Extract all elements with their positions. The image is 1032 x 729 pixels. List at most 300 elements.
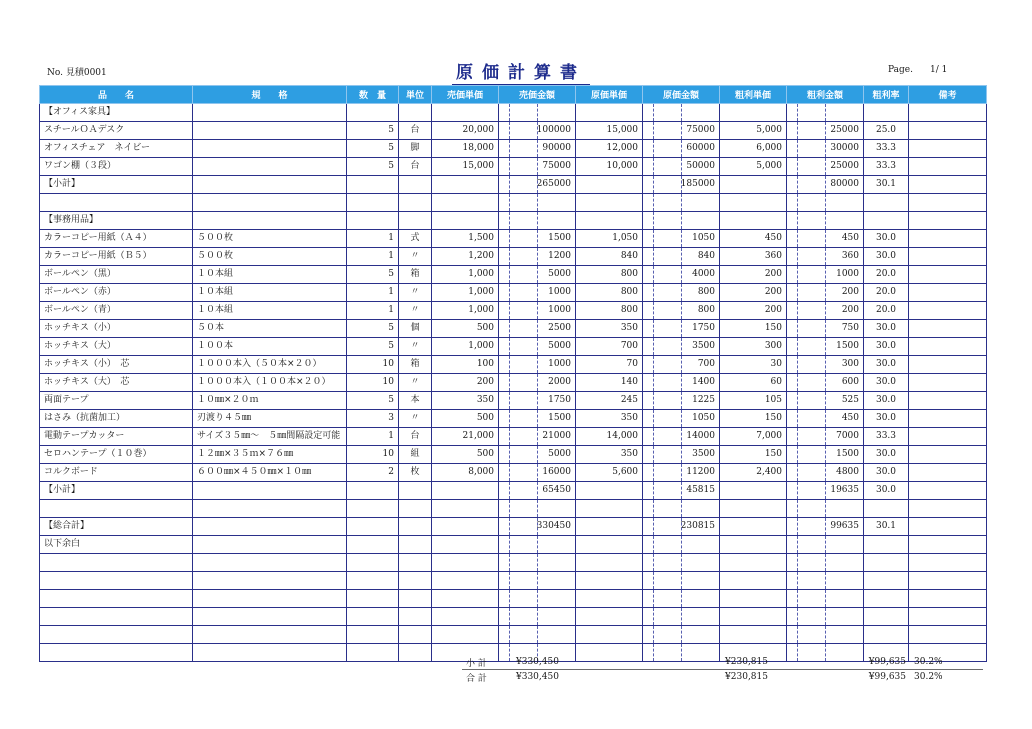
- cell-remarks: [909, 122, 987, 140]
- table-row: [40, 410, 987, 428]
- cell-profit-amount: [787, 608, 864, 626]
- table-row: [40, 374, 987, 392]
- cell-sales-amount: 90000: [499, 140, 576, 158]
- cell-qty: [347, 608, 399, 626]
- cell-profit-rate: 20.0: [864, 266, 909, 284]
- cell-cost-unit-price: [576, 104, 643, 122]
- cell-profit-amount: 450: [787, 230, 864, 248]
- cell-item: はさみ（抗菌加工）: [40, 410, 193, 428]
- cell-unit: 枚: [399, 464, 432, 482]
- cell-profit-amount: [787, 194, 864, 212]
- cell-sales-unit-price: [432, 590, 499, 608]
- cell-remarks: [909, 320, 987, 338]
- cell-sales-unit-price: [432, 518, 499, 536]
- cell-sales-unit-price: [432, 572, 499, 590]
- cell-profit-unit-price: 105: [720, 392, 787, 410]
- cell-remarks: [909, 572, 987, 590]
- col-header-cost-unit-price: 原価単価: [576, 86, 643, 104]
- cell-cost-unit-price: [576, 608, 643, 626]
- cell-sales-unit-price: [432, 608, 499, 626]
- cell-spec: １０００本入（１００本×２０）: [193, 374, 347, 392]
- cell-remarks: [909, 554, 987, 572]
- cell-spec: [193, 626, 347, 644]
- cell-cost-amount: 60000: [643, 140, 720, 158]
- cell-item: 両面テープ: [40, 392, 193, 410]
- cell-item: 【事務用品】: [40, 212, 193, 230]
- cell-sales-unit-price: 350: [432, 392, 499, 410]
- col-header-sales-unit-price: 売価単価: [432, 86, 499, 104]
- cell-remarks: [909, 284, 987, 302]
- cell-cost-unit-price: [576, 572, 643, 590]
- cell-remarks: [909, 140, 987, 158]
- cell-cost-amount: 800: [643, 284, 720, 302]
- cell-sales-unit-price: [432, 626, 499, 644]
- cell-item: カラーコピー用紙（Ｂ５）: [40, 248, 193, 266]
- cell-qty: [347, 590, 399, 608]
- cell-profit-unit-price: [720, 482, 787, 500]
- cell-sales-unit-price: 200: [432, 374, 499, 392]
- cell-profit-unit-price: [720, 212, 787, 230]
- cell-remarks: [909, 374, 987, 392]
- cell-cost-amount: 11200: [643, 464, 720, 482]
- cell-sales-amount: 1500: [499, 230, 576, 248]
- table-row: [40, 122, 987, 140]
- cell-sales-unit-price: 21,000: [432, 428, 499, 446]
- cell-cost-unit-price: 70: [576, 356, 643, 374]
- cell-profit-unit-price: [720, 500, 787, 518]
- cell-cost-amount: 45815: [643, 482, 720, 500]
- cell-qty: 5: [347, 392, 399, 410]
- cell-profit-amount: 525: [787, 392, 864, 410]
- cell-sales-amount: 1200: [499, 248, 576, 266]
- cell-profit-rate: [864, 590, 909, 608]
- table-row: [40, 194, 987, 212]
- summary-cost: ¥230,815: [725, 672, 768, 682]
- cell-spec: [193, 158, 347, 176]
- cell-profit-rate: 30.0: [864, 230, 909, 248]
- cell-unit: [399, 104, 432, 122]
- cell-unit: 〃: [399, 284, 432, 302]
- cell-qty: 1: [347, 428, 399, 446]
- table-row: [40, 338, 987, 356]
- table-body: [40, 104, 987, 662]
- cell-spec: [193, 644, 347, 662]
- cell-profit-amount: [787, 554, 864, 572]
- cell-profit-rate: [864, 194, 909, 212]
- cell-profit-amount: 1500: [787, 338, 864, 356]
- cell-qty: 1: [347, 284, 399, 302]
- cell-spec: [193, 536, 347, 554]
- col-header-qty: 数 量: [347, 86, 399, 104]
- cell-cost-unit-price: [576, 554, 643, 572]
- cell-qty: [347, 104, 399, 122]
- cell-unit: [399, 554, 432, 572]
- cell-item: ボールペン（赤）: [40, 284, 193, 302]
- cell-profit-amount: 4800: [787, 464, 864, 482]
- cell-cost-unit-price: 245: [576, 392, 643, 410]
- cell-item: カラーコピー用紙（Ａ４）: [40, 230, 193, 248]
- cell-unit: 箱: [399, 266, 432, 284]
- cell-spec: １００本: [193, 338, 347, 356]
- cell-profit-amount: 200: [787, 302, 864, 320]
- cell-profit-rate: 33.3: [864, 158, 909, 176]
- cell-remarks: [909, 590, 987, 608]
- cell-profit-amount: 1000: [787, 266, 864, 284]
- cell-cost-amount: 800: [643, 302, 720, 320]
- cell-profit-unit-price: 5,000: [720, 122, 787, 140]
- cell-spec: [193, 140, 347, 158]
- cell-remarks: [909, 518, 987, 536]
- cell-profit-unit-price: 150: [720, 446, 787, 464]
- cell-sales-unit-price: 1,200: [432, 248, 499, 266]
- cell-cost-unit-price: 800: [576, 302, 643, 320]
- cell-qty: [347, 536, 399, 554]
- cell-remarks: [909, 194, 987, 212]
- summary-label: 小 計: [462, 655, 512, 670]
- cell-remarks: [909, 104, 987, 122]
- cell-spec: ５０本: [193, 320, 347, 338]
- cell-sales-amount: 330450: [499, 518, 576, 536]
- cell-cost-unit-price: 840: [576, 248, 643, 266]
- cell-unit: [399, 626, 432, 644]
- cell-profit-rate: 30.0: [864, 320, 909, 338]
- table-row: [40, 518, 987, 536]
- cell-sales-unit-price: 1,000: [432, 338, 499, 356]
- cell-cost-amount: [643, 590, 720, 608]
- col-header-profit-rate: 粗利率: [864, 86, 909, 104]
- col-header-sales-amount: 売価金額: [499, 86, 576, 104]
- cell-profit-rate: 30.0: [864, 482, 909, 500]
- cell-qty: 1: [347, 230, 399, 248]
- cell-sales-unit-price: 500: [432, 410, 499, 428]
- cell-sales-unit-price: 18,000: [432, 140, 499, 158]
- cell-unit: [399, 572, 432, 590]
- cell-sales-unit-price: [432, 554, 499, 572]
- cell-cost-unit-price: 350: [576, 410, 643, 428]
- cell-profit-unit-price: 200: [720, 284, 787, 302]
- cell-sales-amount: 65450: [499, 482, 576, 500]
- cell-cost-amount: [643, 572, 720, 590]
- cell-qty: 10: [347, 446, 399, 464]
- cell-item: [40, 572, 193, 590]
- table-row: [40, 554, 987, 572]
- cell-spec: 刃渡り４５㎜: [193, 410, 347, 428]
- cell-sales-unit-price: 20,000: [432, 122, 499, 140]
- cell-cost-unit-price: 14,000: [576, 428, 643, 446]
- cell-cost-unit-price: 140: [576, 374, 643, 392]
- cell-profit-amount: 30000: [787, 140, 864, 158]
- cell-unit: 台: [399, 428, 432, 446]
- cell-spec: １０本組: [193, 266, 347, 284]
- cell-item: [40, 626, 193, 644]
- cell-profit-unit-price: [720, 572, 787, 590]
- cell-sales-amount: 5000: [499, 446, 576, 464]
- cell-qty: [347, 482, 399, 500]
- cell-item: [40, 644, 193, 662]
- cell-item: セロハンテープ（１０巻）: [40, 446, 193, 464]
- cell-qty: 2: [347, 464, 399, 482]
- cell-spec: [193, 572, 347, 590]
- cell-sales-amount: [499, 194, 576, 212]
- table-row: [40, 212, 987, 230]
- cell-qty: 3: [347, 410, 399, 428]
- cell-unit: 〃: [399, 302, 432, 320]
- cell-unit: 本: [399, 392, 432, 410]
- cell-spec: [193, 554, 347, 572]
- col-header-remarks: 備考: [909, 86, 987, 104]
- cell-sales-unit-price: [432, 212, 499, 230]
- cell-qty: [347, 644, 399, 662]
- cell-cost-unit-price: 800: [576, 266, 643, 284]
- table-row: [40, 230, 987, 248]
- cell-profit-rate: 25.0: [864, 122, 909, 140]
- cell-item: ホッチキス（大）: [40, 338, 193, 356]
- summary-label: 合 計: [466, 673, 487, 684]
- cell-profit-unit-price: [720, 536, 787, 554]
- table-row: [40, 608, 987, 626]
- cell-spec: １２㎜×３５ｍ×７６㎜: [193, 446, 347, 464]
- table-row: [40, 176, 987, 194]
- cell-spec: [193, 122, 347, 140]
- cell-profit-amount: 25000: [787, 158, 864, 176]
- cell-sales-amount: 16000: [499, 464, 576, 482]
- cell-unit: [399, 590, 432, 608]
- col-header-cost-amount: 原価金額: [643, 86, 720, 104]
- cell-profit-amount: 360: [787, 248, 864, 266]
- cell-cost-amount: 840: [643, 248, 720, 266]
- cell-profit-amount: [787, 500, 864, 518]
- document-number: No. 見積0001: [47, 68, 107, 78]
- cell-sales-amount: 1000: [499, 356, 576, 374]
- table-row: [40, 590, 987, 608]
- cell-unit: [399, 536, 432, 554]
- cell-qty: [347, 626, 399, 644]
- cell-sales-amount: [499, 626, 576, 644]
- cell-cost-unit-price: [576, 518, 643, 536]
- cell-profit-rate: 30.0: [864, 338, 909, 356]
- cell-profit-unit-price: 150: [720, 410, 787, 428]
- cell-sales-unit-price: 1,000: [432, 302, 499, 320]
- cell-sales-unit-price: 100: [432, 356, 499, 374]
- cell-cost-unit-price: [576, 626, 643, 644]
- cell-sales-unit-price: [432, 500, 499, 518]
- cell-sales-amount: 75000: [499, 158, 576, 176]
- cell-profit-rate: 30.0: [864, 356, 909, 374]
- cell-cost-unit-price: 15,000: [576, 122, 643, 140]
- cell-cost-amount: [643, 554, 720, 572]
- cell-remarks: [909, 428, 987, 446]
- cell-unit: [399, 176, 432, 194]
- cell-item: スチールＯＡデスク: [40, 122, 193, 140]
- cell-cost-amount: 1225: [643, 392, 720, 410]
- cell-remarks: [909, 356, 987, 374]
- cell-unit: [399, 644, 432, 662]
- cell-cost-amount: 3500: [643, 338, 720, 356]
- cell-unit: 組: [399, 446, 432, 464]
- cell-profit-rate: 30.0: [864, 392, 909, 410]
- cell-sales-unit-price: 15,000: [432, 158, 499, 176]
- cell-unit: 〃: [399, 338, 432, 356]
- cell-profit-unit-price: [720, 626, 787, 644]
- col-header-spec: 規 格: [193, 86, 347, 104]
- cell-sales-unit-price: 8,000: [432, 464, 499, 482]
- cell-cost-amount: 75000: [643, 122, 720, 140]
- cell-profit-unit-price: [720, 104, 787, 122]
- cell-remarks: [909, 302, 987, 320]
- table-row: [40, 248, 987, 266]
- cell-profit-rate: 30.0: [864, 464, 909, 482]
- cell-profit-amount: 200: [787, 284, 864, 302]
- cell-cost-amount: [643, 626, 720, 644]
- cell-unit: [399, 518, 432, 536]
- cell-cost-amount: 1050: [643, 230, 720, 248]
- page-label: Page.: [888, 65, 913, 75]
- summary-profit: ¥99,635: [868, 672, 906, 682]
- cell-profit-amount: 19635: [787, 482, 864, 500]
- cell-profit-rate: [864, 212, 909, 230]
- cell-profit-rate: 33.3: [864, 140, 909, 158]
- cell-spec: １０本組: [193, 302, 347, 320]
- cell-profit-rate: 20.0: [864, 302, 909, 320]
- cell-item: コルクボード: [40, 464, 193, 482]
- cell-sales-amount: 265000: [499, 176, 576, 194]
- cell-profit-rate: 30.1: [864, 518, 909, 536]
- cell-qty: [347, 572, 399, 590]
- cell-profit-amount: 80000: [787, 176, 864, 194]
- cell-spec: サイズ３５㎜～ ５㎜間隔設定可能: [193, 428, 347, 446]
- cell-spec: [193, 176, 347, 194]
- cell-sales-amount: 5000: [499, 338, 576, 356]
- cell-cost-unit-price: [576, 212, 643, 230]
- table-row: [40, 446, 987, 464]
- cell-remarks: [909, 230, 987, 248]
- cell-remarks: [909, 248, 987, 266]
- cell-cost-unit-price: [576, 194, 643, 212]
- cell-qty: 10: [347, 356, 399, 374]
- cell-item: ホッチキス（小）: [40, 320, 193, 338]
- summary-row-subtotal: [462, 655, 983, 670]
- cell-unit: [399, 194, 432, 212]
- cell-cost-amount: [643, 608, 720, 626]
- col-header-item: 品 名: [40, 86, 193, 104]
- cell-item: 【小計】: [40, 176, 193, 194]
- cell-spec: [193, 590, 347, 608]
- cell-cost-amount: [643, 104, 720, 122]
- cell-cost-unit-price: [576, 500, 643, 518]
- cell-remarks: [909, 212, 987, 230]
- cell-cost-amount: [643, 500, 720, 518]
- summary-profit: ¥99,635: [772, 655, 910, 670]
- cell-qty: [347, 554, 399, 572]
- cell-unit: 箱: [399, 356, 432, 374]
- cell-cost-unit-price: 12,000: [576, 140, 643, 158]
- cell-sales-unit-price: [432, 536, 499, 554]
- cell-spec: １０本組: [193, 284, 347, 302]
- cell-remarks: [909, 500, 987, 518]
- cell-sales-amount: [499, 554, 576, 572]
- cell-sales-amount: 21000: [499, 428, 576, 446]
- table-row: [40, 626, 987, 644]
- cell-sales-amount: [499, 212, 576, 230]
- cell-profit-unit-price: [720, 176, 787, 194]
- cell-spec: ５００枚: [193, 230, 347, 248]
- table-row: [40, 482, 987, 500]
- summary-row-total: [462, 670, 983, 685]
- cell-item: [40, 554, 193, 572]
- cell-item: ホッチキス（小） 芯: [40, 356, 193, 374]
- cell-sales-amount: 1000: [499, 302, 576, 320]
- cell-profit-rate: 20.0: [864, 284, 909, 302]
- table-row: [40, 428, 987, 446]
- cell-sales-unit-price: [432, 194, 499, 212]
- cell-cost-unit-price: [576, 482, 643, 500]
- cell-profit-unit-price: [720, 194, 787, 212]
- table-row: [40, 392, 987, 410]
- cell-item: 【小計】: [40, 482, 193, 500]
- cell-sales-amount: 1000: [499, 284, 576, 302]
- cell-remarks: [909, 626, 987, 644]
- cell-profit-unit-price: 200: [720, 302, 787, 320]
- cell-profit-rate: 30.0: [864, 410, 909, 428]
- cell-sales-amount: [499, 536, 576, 554]
- cell-cost-amount: 3500: [643, 446, 720, 464]
- cell-profit-rate: [864, 500, 909, 518]
- cell-profit-amount: [787, 104, 864, 122]
- cell-unit: 式: [399, 230, 432, 248]
- cell-item: ワゴン棚（３段）: [40, 158, 193, 176]
- cell-spec: [193, 194, 347, 212]
- cell-remarks: [909, 536, 987, 554]
- cell-sales-unit-price: [432, 482, 499, 500]
- cell-spec: １０００本入（５０本×２０）: [193, 356, 347, 374]
- cell-spec: [193, 482, 347, 500]
- cell-cost-unit-price: [576, 176, 643, 194]
- cell-item: 【総合計】: [40, 518, 193, 536]
- cell-remarks: [909, 158, 987, 176]
- cell-profit-rate: 30.1: [864, 176, 909, 194]
- cell-item: [40, 500, 193, 518]
- cell-remarks: [909, 446, 987, 464]
- cell-profit-rate: [864, 626, 909, 644]
- cell-item: [40, 590, 193, 608]
- table-row: [40, 284, 987, 302]
- cell-sales-amount: [499, 590, 576, 608]
- cell-qty: 5: [347, 158, 399, 176]
- table-row: [40, 464, 987, 482]
- cell-qty: [347, 518, 399, 536]
- cell-profit-amount: 25000: [787, 122, 864, 140]
- cell-sales-amount: 2500: [499, 320, 576, 338]
- cell-unit: [399, 500, 432, 518]
- cell-sales-unit-price: 1,000: [432, 266, 499, 284]
- cell-remarks: [909, 176, 987, 194]
- cell-profit-amount: 7000: [787, 428, 864, 446]
- cell-profit-amount: 750: [787, 320, 864, 338]
- cell-profit-unit-price: 360: [720, 248, 787, 266]
- col-header-profit-amount: 粗利金額: [787, 86, 864, 104]
- cell-profit-unit-price: [720, 518, 787, 536]
- cell-profit-amount: 99635: [787, 518, 864, 536]
- cell-spec: １０㎜×２０ｍ: [193, 392, 347, 410]
- cell-cost-unit-price: [576, 590, 643, 608]
- summary-sales: ¥330,450: [516, 672, 559, 682]
- cell-profit-rate: 30.0: [864, 446, 909, 464]
- cell-cost-amount: 4000: [643, 266, 720, 284]
- cell-spec: [193, 500, 347, 518]
- cell-sales-amount: [499, 500, 576, 518]
- cell-profit-amount: 450: [787, 410, 864, 428]
- table-row: [40, 356, 987, 374]
